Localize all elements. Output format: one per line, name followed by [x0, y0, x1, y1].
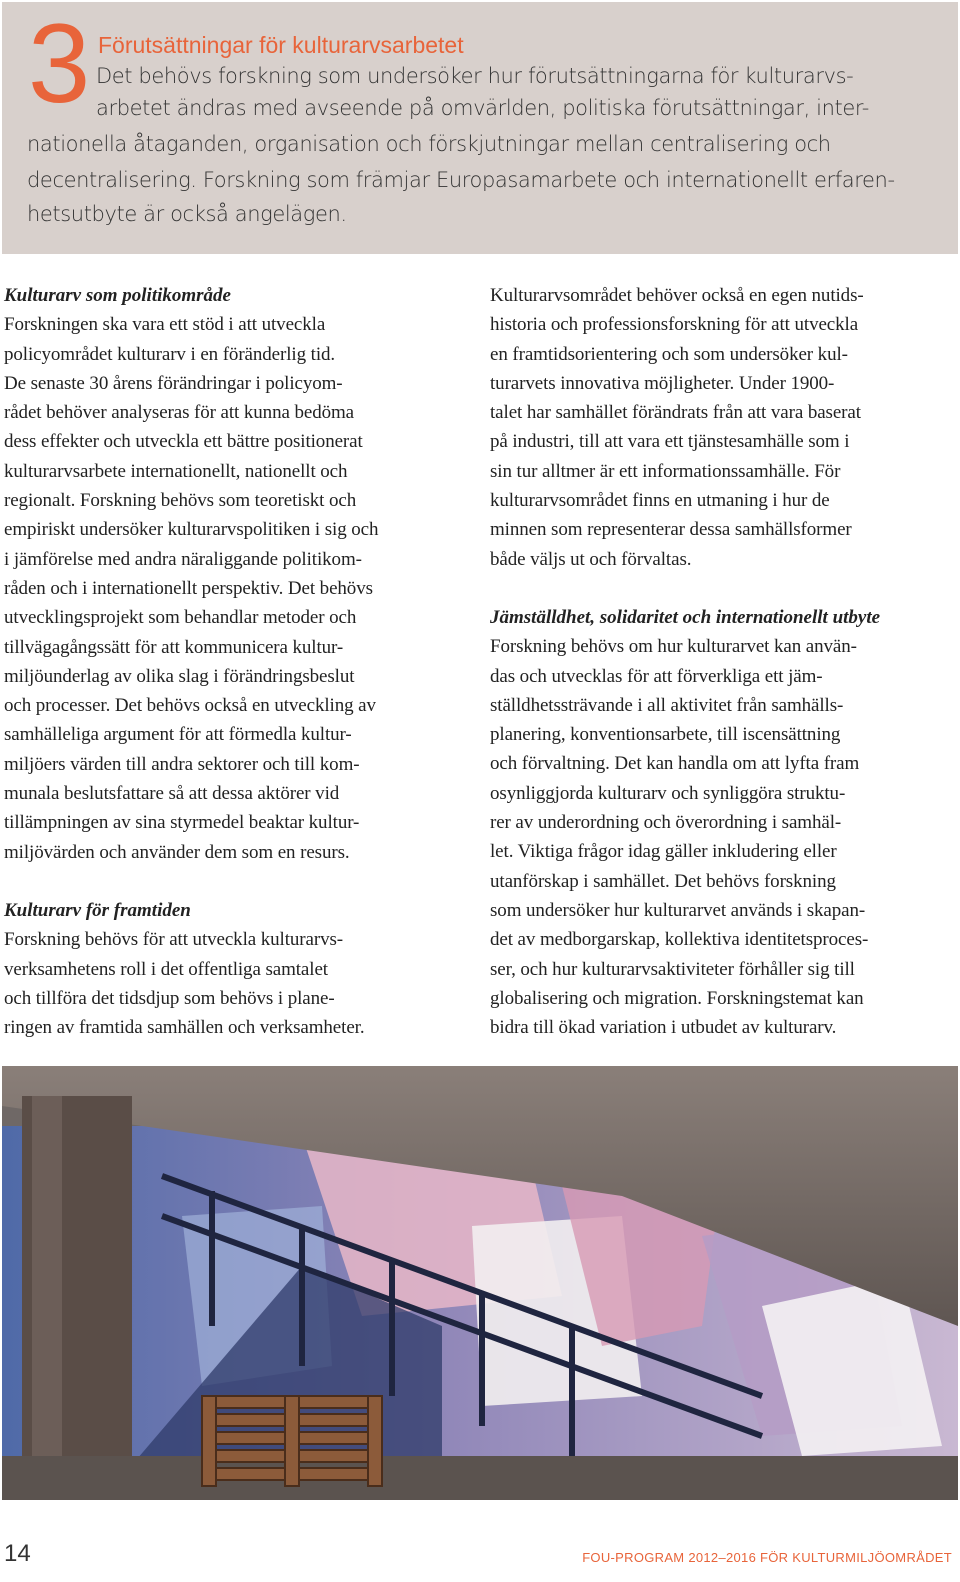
- body-line: ställdhetssträvande i all aktivitet från samhälls-: [490, 694, 844, 716]
- intro-line: decentralisering. Forskning som främjar Europasamarbete och internationellt erfaren-: [27, 168, 895, 192]
- body-line: Kulturarvsområdet behöver också en egen nutids-: [490, 285, 864, 306]
- body-line: ringen av framtida samhällen och verksamheter.: [4, 1017, 365, 1039]
- body-line: och förvaltning. Det kan handla om att lyfta fram: [490, 753, 860, 775]
- body-line: kulturarvsområdet finns en utmaning i hur de: [490, 490, 830, 512]
- body-line: policyområdet kulturarv i en föränderlig tid.: [4, 343, 336, 365]
- subheading-jamstalldhet: Jämställdhet, solidaritet och internationellt utbyte: [490, 606, 881, 628]
- body-line: tillämpningen av sina styrmedel beaktar kultur-: [4, 812, 360, 834]
- body-line: das och utvecklas för att förverkliga ett jäm-: [490, 665, 823, 687]
- body-line: sin tur alltmer är ett informationssamhälle. För: [490, 460, 841, 482]
- body-line: miljövärden och använder dem som en resurs.: [4, 841, 350, 863]
- body-line: tillvägagångssätt för att kommunicera kultur-: [4, 636, 344, 658]
- page-number: 14: [4, 1540, 31, 1567]
- body-line: i jämförelse med andra näraliggande politikom-: [4, 548, 362, 570]
- body-line: Forskningen ska vara ett stöd i att utveckla: [4, 314, 326, 336]
- intro-text: [2, 2, 958, 254]
- body-line: globalisering och migration. Forskningstemat kan: [490, 987, 864, 1009]
- left-column: [4, 281, 469, 1042]
- intro-line: arbetet ändras med avseende på omvärlden, politiska förutsättningar, inter-: [96, 96, 869, 120]
- body-line: bidra till ökad variation i utbudet av kulturarv.: [490, 1017, 837, 1039]
- publication-title: FOU-PROGRAM 2012–2016 FÖR KULTURMILJÖOMRÅDET: [582, 1550, 952, 1565]
- body-line: miljöers värden till andra sektorer och till kom-: [4, 753, 360, 775]
- body-line: osynliggjorda kulturarv och synliggöra struktu-: [490, 782, 846, 804]
- body-line: samhälleliga argument för att förmedla kultur-: [4, 724, 352, 746]
- body-line: minnen som representerar dessa samhällsformer: [490, 519, 852, 541]
- body-line: ser, och hur kulturarvsaktiviteter förhåller sig till: [490, 958, 855, 980]
- right-column: [490, 281, 958, 1042]
- subheading-politikomrade: Kulturarv som politikområde: [4, 285, 231, 306]
- body-line: och tillföra det tidsdjup som behövs i plane-: [4, 987, 335, 1009]
- body-line: råden och i internationellt perspektiv. Det behövs: [4, 577, 373, 599]
- body-line: dess effekter och utveckla ett bättre positionerat: [4, 431, 363, 453]
- body-line: Forskning behövs om hur kulturarvet kan använ-: [490, 636, 857, 658]
- body-line: regionalt. Forskning behövs som teoretiskt och: [4, 490, 357, 512]
- body-line: munala beslutsfattare så att dessa aktörer vid: [4, 783, 340, 805]
- body-line: och processer. Det behövs också en utveckling av: [4, 695, 376, 717]
- body-line: det av medborgarskap, kollektiva identitetsproces-: [490, 929, 869, 951]
- body-line: som undersöker hur kulturarvet används i skapan-: [490, 899, 866, 921]
- intro-line: hetsutbyte är också angelägen.: [27, 202, 347, 226]
- body-line: på industri, till att vara ett tjänstesamhälle som i: [490, 431, 850, 453]
- body-line: talet har samhället förändrats från att vara baserat: [490, 402, 861, 424]
- body-line: historia och professionsforskning för att utveckla: [490, 314, 859, 336]
- body-line: en framtidsorientering och som undersöker kul-: [490, 343, 848, 365]
- body-line: planering, konventionsarbete, till iscensättning: [490, 724, 841, 746]
- body-line: rer av underordning och överordning i samhäl-: [490, 812, 842, 834]
- paragraph-gap: [4, 867, 469, 896]
- body-line: turarvets innovativa möjligheter. Under 1900-: [490, 372, 835, 394]
- body-line: Forskning behövs för att utveckla kulturarvs-: [4, 929, 344, 951]
- intro-line: nationella åtaganden, organisation och förskjutningar mellan centralisering och: [27, 132, 831, 156]
- section-number: 3: [28, 1, 91, 126]
- body-line: let. Viktiga frågor idag gäller inkludering eller: [490, 841, 837, 863]
- body-line: utvecklingsprojekt som behandlar metoder och: [4, 607, 357, 629]
- body-line: utanförskap i samhället. Det behövs forskning: [490, 870, 836, 892]
- body-line: rådet behöver analyseras för att kunna bedöma: [4, 402, 355, 424]
- section-heading: Förutsättningar för kulturarvsarbetet: [98, 32, 464, 58]
- paragraph-gap: [490, 574, 958, 603]
- body-line: miljöunderlag av olika slag i förändringsbeslut: [4, 665, 355, 687]
- body-line: empiriskt undersöker kulturarvspolitiken i sig och: [4, 519, 379, 541]
- body-line: kulturarvsarbete internationellt, nationellt och: [4, 460, 348, 482]
- body-line: De senaste 30 årens förändringar i policyom-: [4, 372, 343, 394]
- subheading-framtiden: Kulturarv för framtiden: [4, 899, 191, 921]
- photo-illustration: [2, 1066, 958, 1500]
- photo-mural-under-bridge: [2, 1066, 958, 1500]
- intro-line: Det behövs forskning som undersöker hur förutsättningarna för kulturarvs-: [96, 64, 854, 88]
- body-line: både väljs ut och förvaltas.: [490, 548, 692, 570]
- intro-box: [2, 2, 958, 254]
- body-line: verksamhetens roll i det offentliga samtalet: [4, 958, 328, 980]
